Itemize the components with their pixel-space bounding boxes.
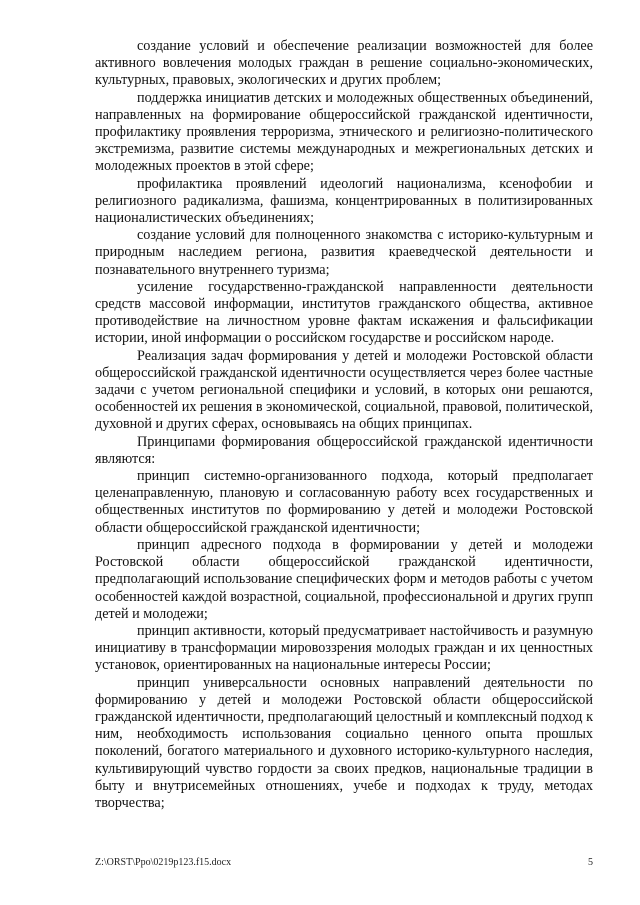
paragraph: принцип активности, который предусматривает настойчивость и разумную инициативу в трансформации мировоззрения молодых граждан и их ценностных установок, ориентированных на национальные интересы России;: [95, 622, 593, 674]
paragraph: поддержка инициатив детских и молодежных общественных объединений, направленных на формирование общероссийской гражданской идентичности, профилактику проявления терроризма, этнического и религиозно-политического экстремизма, развитие системы международных и межрегиональных детских и молодежных проектов в этой сфере;: [95, 89, 593, 175]
paragraph: принцип системно-организованного подхода, который предполагает целенаправленную, плановую и согласованную работу всех государственных и общественных институтов по формированию у детей и молодежи Ростовской области общероссийской гражданской идентичности;: [95, 468, 593, 536]
paragraph: Реализация задач формирования у детей и молодежи Ростовской области общероссийской гражданской идентичности осуществляется через более частные задачи с учетом региональной специфики и условий, в которых они решаются, особенностей их решения в экономической, социальной, правовой, политической, духовной и других сферах, основываясь на общих принципах.: [95, 347, 593, 433]
paragraph: принцип универсальности основных направлений деятельности по формированию у детей и молодежи Ростовской области общероссийской гражданской идентичности, предполагающий целостный и комплексный подход к ним, необходимость использования социально ценного опыта прошлых поколений, богатого материального и духовного историко-культурного наследия, культивирующий чувство гордости за своих предков, национальные традиции в быту и внутрисемейных отношениях, учебе и подходах к труду, методах творчества;: [95, 674, 593, 811]
paragraph: создание условий и обеспечение реализации возможностей для более активного вовлечения молодых граждан в решение социально-экономических, культурных, правовых, экологических и других проблем;: [95, 38, 593, 89]
paragraph: создание условий для полноценного знакомства с историко-культурным и природным наследием региона, развития краеведческой деятельности и познавательного внутреннего туризма;: [95, 227, 593, 278]
footer-file-path: Z:\ORST\Ppo\0219p123.f15.docx: [95, 857, 232, 868]
page-number: 5: [588, 857, 593, 868]
paragraph: Принципами формирования общероссийской гражданской идентичности являются:: [95, 433, 593, 467]
paragraph: принцип адресного подхода в формировании у детей и молодежи Ростовской области общероссийской гражданской идентичности, предполагающий использование специфических форм и методов работы с учетом особенностей каждой возрастной, социальной, профессиональной и других групп детей и молодежи;: [95, 536, 593, 622]
paragraph: усиление государственно-гражданской направленности деятельности средств массовой информации, институтов гражданского общества, активное противодействие на личностном уровне фактам искажения и фальсификации истории, иной информации о российском государстве и российском народе.: [95, 278, 593, 347]
paragraph: профилактика проявлений идеологий национализма, ксенофобии и религиозного радикализма, фашизма, концентрированных в политизированных националистических объединениях;: [95, 175, 593, 227]
body-text: [95, 38, 593, 812]
